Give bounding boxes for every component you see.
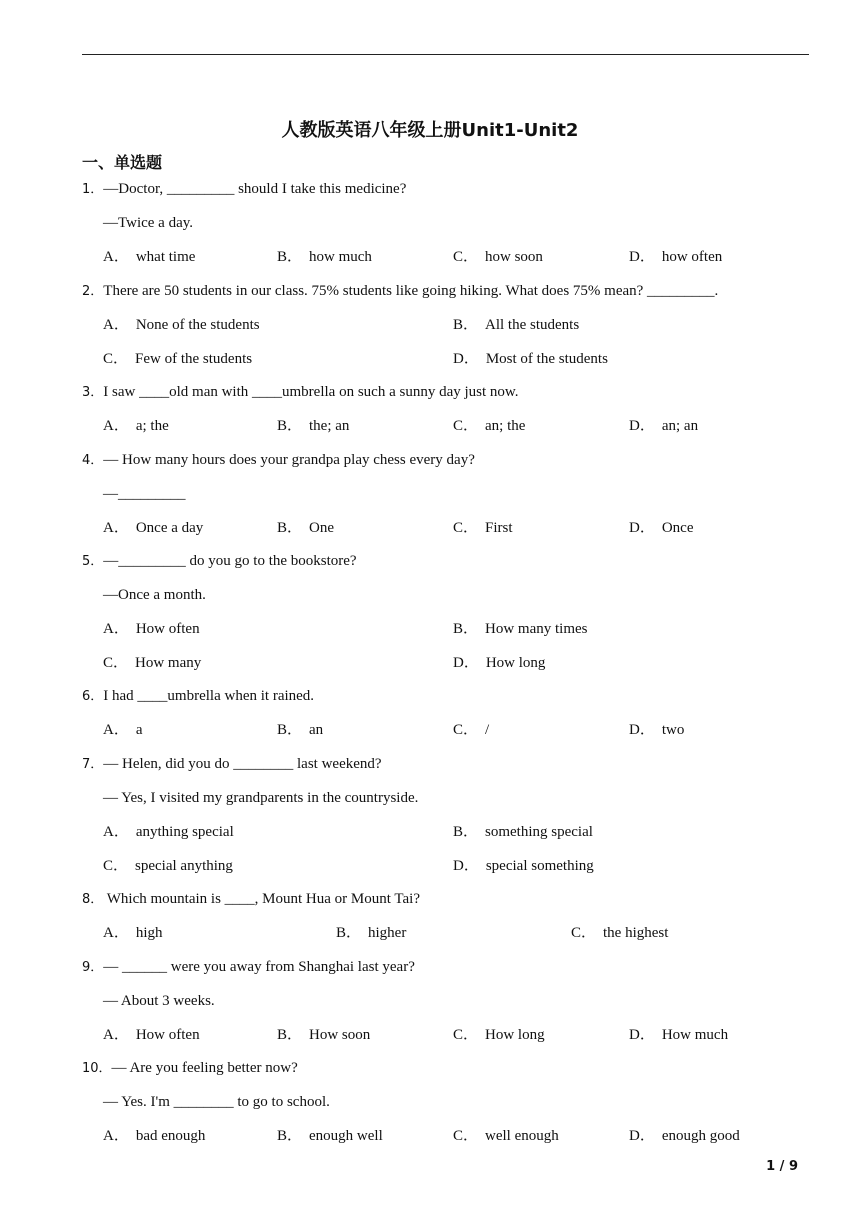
option-letter: B．	[453, 824, 479, 840]
option-letter: D．	[629, 249, 655, 265]
option-text: bad enough	[135, 1128, 206, 1144]
option-text: How long	[485, 1027, 545, 1043]
option-letter: C．	[453, 1027, 479, 1043]
question-text: Which mountain is ____, Mount Hua or Mount Tai?	[103, 891, 420, 907]
question-dialogue-line: — Yes, I visited my grandparents in the countryside.	[103, 790, 419, 806]
option-text: How often	[135, 621, 200, 637]
option-text: enough well	[309, 1128, 383, 1144]
question-dialogue-line: —_________	[103, 486, 186, 502]
answer-option	[103, 248, 195, 266]
option-letter: D．	[629, 418, 655, 434]
option-text: Once a day	[135, 520, 204, 536]
question-number: 3．	[82, 385, 104, 400]
option-text: higher	[368, 925, 407, 941]
option-text: the; an	[309, 418, 350, 434]
question-text: — How many hours does your grandpa play chess every day?	[103, 452, 475, 468]
option-text: One	[309, 520, 335, 536]
question-stem	[82, 687, 314, 706]
option-text: How soon	[309, 1027, 371, 1043]
question-stem	[82, 755, 382, 774]
question-stem	[82, 552, 357, 571]
answer-option	[103, 654, 201, 672]
option-letter: C．	[453, 249, 479, 265]
option-text: All the students	[485, 317, 580, 333]
option-text: Once	[661, 520, 694, 536]
option-letter: A．	[103, 1027, 129, 1043]
option-letter: B．	[277, 722, 303, 738]
question-stem	[82, 451, 475, 470]
question-text: —Doctor, _________ should I take this medicine?	[103, 181, 407, 197]
answer-option	[103, 316, 260, 334]
option-letter: A．	[103, 722, 129, 738]
option-text: None of the students	[135, 317, 260, 333]
answer-option	[453, 519, 513, 537]
answer-option	[277, 721, 323, 739]
answer-option	[453, 1026, 545, 1044]
question-stem	[82, 1059, 298, 1078]
answer-option	[277, 248, 372, 266]
answer-option	[103, 1026, 200, 1044]
header-rule	[82, 54, 809, 55]
option-letter: B．	[277, 520, 303, 536]
option-text: an; the	[485, 418, 526, 434]
question-text: — Helen, did you do ________ last weekend?	[103, 756, 382, 772]
answer-option	[103, 519, 203, 537]
option-text: a; the	[135, 418, 169, 434]
option-letter: A．	[103, 520, 129, 536]
answer-option	[629, 721, 684, 739]
answer-option	[629, 417, 698, 435]
option-letter: D．	[453, 655, 479, 671]
option-letter: C．	[103, 655, 129, 671]
option-letter: C．	[571, 925, 597, 941]
option-letter: D．	[453, 858, 479, 874]
option-letter: A．	[103, 418, 129, 434]
option-letter: D．	[629, 722, 655, 738]
option-letter: B．	[277, 1027, 303, 1043]
option-text: /	[485, 722, 490, 738]
option-text: an	[309, 722, 324, 738]
question-number: 6．	[82, 689, 104, 704]
option-text: the highest	[603, 925, 669, 941]
option-text: How much	[661, 1027, 729, 1043]
option-letter: C．	[103, 858, 129, 874]
answer-option	[103, 620, 200, 638]
question-stem	[82, 180, 406, 199]
answer-option	[277, 1026, 370, 1044]
option-text: how often	[661, 249, 723, 265]
answer-option	[453, 417, 525, 435]
answer-option	[453, 654, 545, 672]
option-letter: B．	[277, 1128, 303, 1144]
option-text: an; an	[661, 418, 699, 434]
answer-option	[103, 924, 163, 942]
option-letter: A．	[103, 824, 129, 840]
question-number: 7．	[82, 757, 104, 772]
option-letter: C．	[453, 722, 479, 738]
answer-option	[103, 857, 233, 875]
option-letter: B．	[277, 249, 303, 265]
answer-option	[103, 1127, 205, 1145]
question-stem	[82, 383, 519, 402]
option-letter: B．	[277, 418, 303, 434]
option-letter: A．	[103, 249, 129, 265]
question-dialogue-line: —Once a month.	[103, 587, 206, 603]
option-letter: A．	[103, 317, 129, 333]
answer-option	[453, 857, 594, 875]
answer-option	[571, 924, 668, 942]
question-dialogue-line: —Twice a day.	[103, 215, 194, 231]
answer-option	[453, 316, 579, 334]
option-letter: B．	[453, 317, 479, 333]
question-number: 10．	[82, 1061, 112, 1076]
answer-option	[629, 1127, 740, 1145]
question-number: 9．	[82, 960, 104, 975]
option-letter: C．	[453, 1128, 479, 1144]
option-text: How long	[485, 655, 546, 671]
question-stem	[82, 282, 718, 301]
option-text: high	[135, 925, 163, 941]
option-text: Few of the students	[135, 351, 253, 367]
option-letter: D．	[629, 1128, 655, 1144]
option-text: how soon	[485, 249, 543, 265]
option-text: How many	[135, 655, 202, 671]
answer-option	[103, 350, 252, 368]
option-text: special anything	[135, 858, 233, 874]
option-letter: A．	[103, 1128, 129, 1144]
question-text: —_________ do you go to the bookstore?	[103, 553, 357, 569]
answer-option	[629, 1026, 728, 1044]
option-text: something special	[485, 824, 593, 840]
option-letter: B．	[453, 621, 479, 637]
question-stem	[82, 890, 420, 909]
option-letter: D．	[629, 1027, 655, 1043]
question-dialogue-line: — Yes. I'm ________ to go to school.	[103, 1094, 330, 1110]
option-letter: D．	[453, 351, 479, 367]
question-text: I had ____umbrella when it rained.	[103, 688, 315, 704]
section-heading: 一、单选题	[82, 153, 163, 172]
option-text: well enough	[485, 1128, 559, 1144]
option-text: special something	[485, 858, 594, 874]
answer-option	[453, 823, 593, 841]
option-text: enough good	[661, 1128, 740, 1144]
option-text: two	[661, 722, 685, 738]
answer-option	[336, 924, 406, 942]
question-text: There are 50 students in our class. 75% students like going hiking. What does 75% mean? _________.	[103, 283, 719, 299]
question-text: — ______ were you away from Shanghai last year?	[103, 959, 415, 975]
page-number: 1 / 9	[766, 1159, 798, 1174]
answer-option	[277, 1127, 383, 1145]
option-text: Most of the students	[485, 351, 608, 367]
option-text: a	[135, 722, 143, 738]
question-number: 4．	[82, 453, 104, 468]
answer-option	[453, 350, 608, 368]
question-text: I saw ____old man with ____umbrella on such a sunny day just now.	[103, 384, 519, 400]
answer-option	[629, 248, 722, 266]
answer-option	[453, 721, 489, 739]
answer-option	[103, 721, 143, 739]
option-letter: C．	[103, 351, 129, 367]
question-number: 5．	[82, 554, 104, 569]
option-text: what time	[135, 249, 196, 265]
option-letter: C．	[453, 520, 479, 536]
option-text: How many times	[485, 621, 588, 637]
question-number: 1．	[82, 182, 104, 197]
answer-option	[277, 519, 334, 537]
answer-option	[103, 823, 234, 841]
question-text: — Are you feeling better now?	[111, 1060, 298, 1076]
question-number: 8．	[82, 892, 104, 907]
document-title: 人教版英语八年级上册Unit1-Unit2	[281, 120, 579, 141]
answer-option	[103, 417, 169, 435]
option-letter: A．	[103, 621, 129, 637]
option-letter: D．	[629, 520, 655, 536]
answer-option	[453, 1127, 559, 1145]
question-number: 2．	[82, 284, 104, 299]
question-dialogue-line: — About 3 weeks.	[103, 993, 215, 1009]
option-text: First	[485, 520, 513, 536]
answer-option	[453, 248, 543, 266]
answer-option	[453, 620, 588, 638]
option-text: How often	[135, 1027, 200, 1043]
option-letter: B．	[336, 925, 362, 941]
question-stem	[82, 958, 415, 977]
option-letter: C．	[453, 418, 479, 434]
option-text: anything special	[135, 824, 234, 840]
option-letter: A．	[103, 925, 129, 941]
option-text: how much	[309, 249, 372, 265]
answer-option	[629, 519, 694, 537]
answer-option	[277, 417, 349, 435]
